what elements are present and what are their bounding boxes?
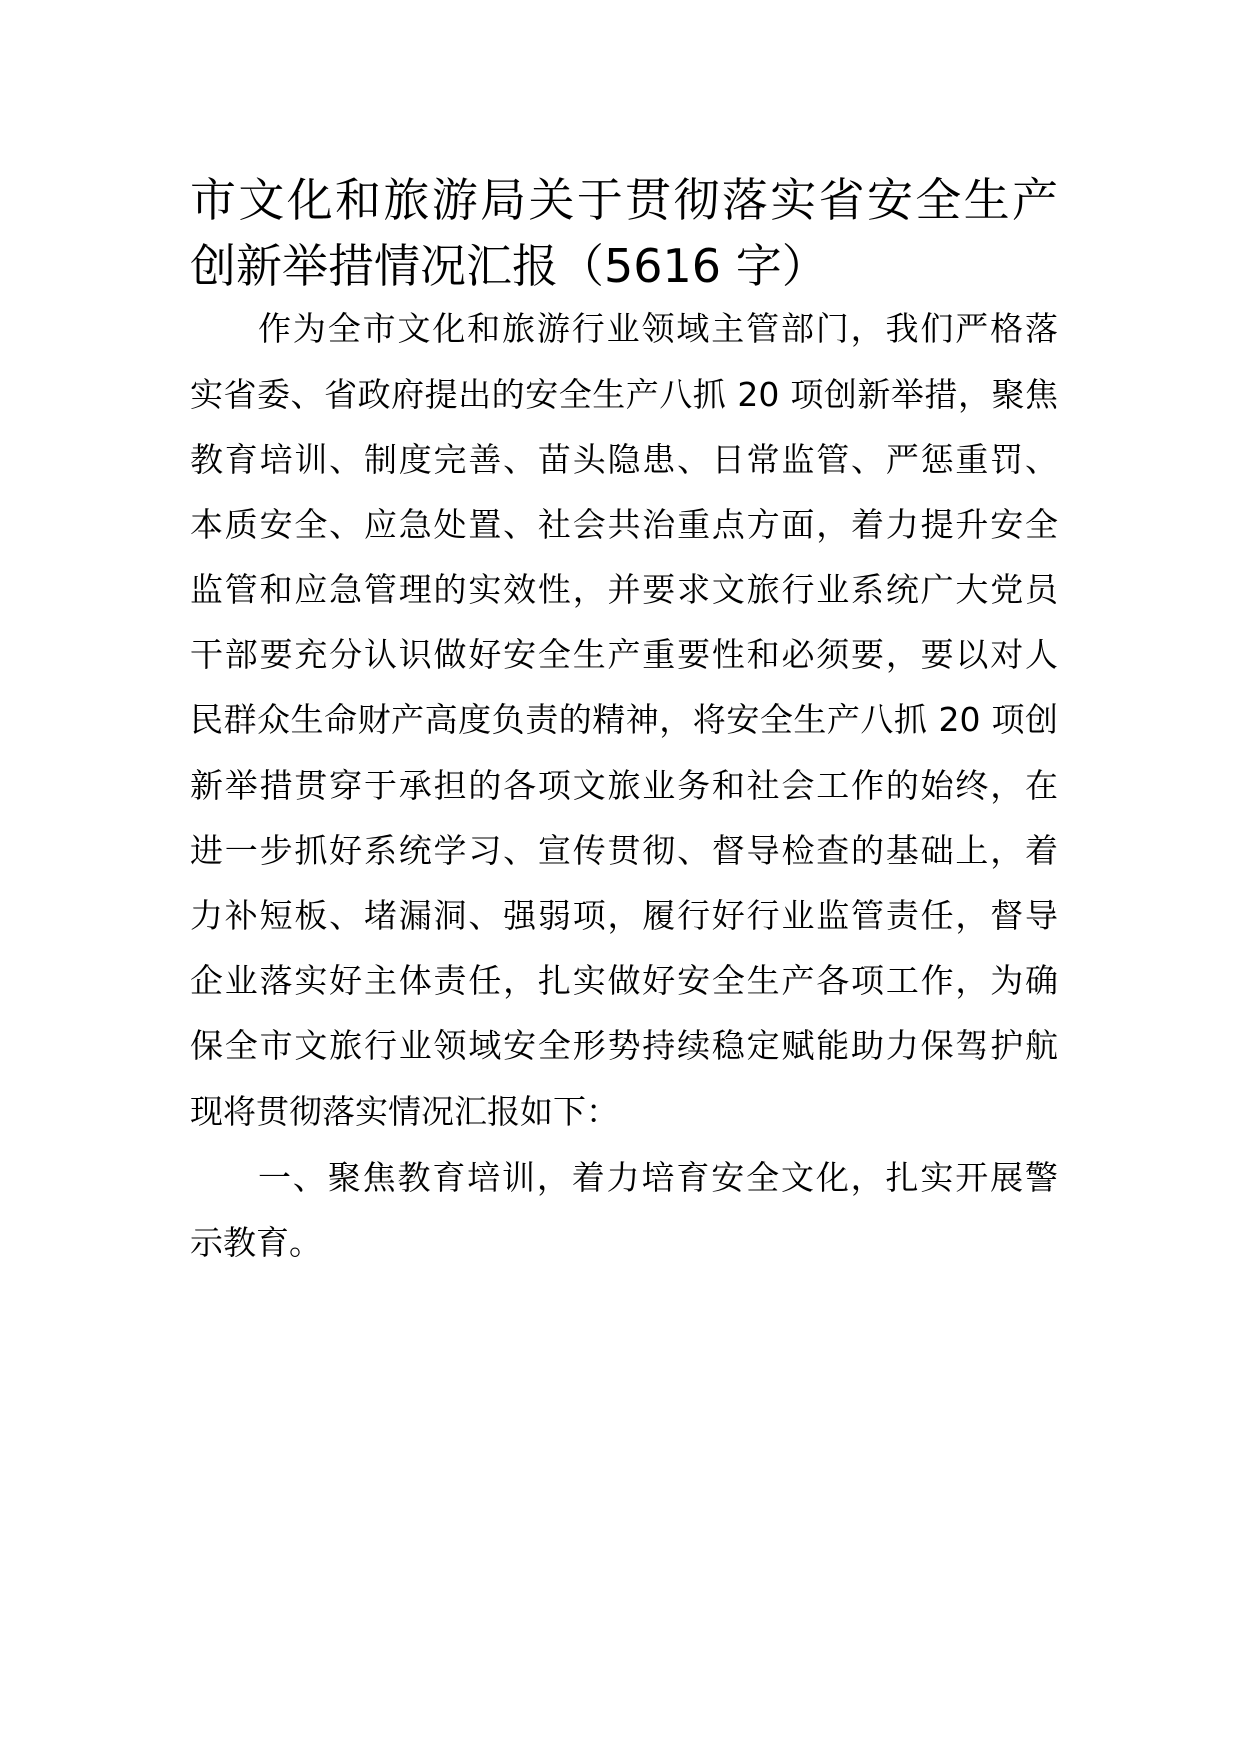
paragraph-line: 干部要充分认识做好安全生产重要性和必须要，要以对人 <box>190 635 1058 674</box>
paragraph-line: 进一步抓好系统学习、宣传贯彻、督导检查的基础上，着 <box>190 831 1058 870</box>
paragraph-line: 教育培训、制度完善、苗头隐患、日常监管、严惩重罚、 <box>190 440 1058 479</box>
section-heading-line-1: 一、聚焦教育培训，着力培育安全文化，扎实开展警 <box>258 1158 1058 1197</box>
paragraph-line: 力补短板、堵漏洞、强弱项，履行好行业监管责任，督导 <box>190 896 1058 935</box>
paragraph-line: 实省委、省政府提出的安全生产八抓 20 项创新举措，聚焦 <box>190 375 1058 414</box>
section-heading-line-2: 示教育。 <box>190 1223 322 1262</box>
paragraph-line: 民群众生命财产高度负责的精神，将安全生产八抓 20 项创 <box>190 700 1058 739</box>
document-title-line-1: 市文化和旅游局关于贯彻落实省安全生产 <box>190 173 1058 227</box>
document-title-line-2: 创新举措情况汇报（5616 字） <box>190 239 828 293</box>
paragraph-line: 监管和应急管理的实效性，并要求文旅行业系统广大党员 <box>190 570 1058 609</box>
paragraph-line: 现将贯彻落实情况汇报如下： <box>190 1092 619 1131</box>
paragraph-line: 保全市文旅行业领域安全形势持续稳定赋能助力保驾护航 <box>190 1026 1058 1065</box>
paragraph-line: 企业落实好主体责任，扎实做好安全生产各项工作，为确 <box>190 961 1058 1000</box>
paragraph-line: 作为全市文化和旅游行业领域主管部门，我们严格落 <box>258 309 1058 348</box>
paragraph-line: 本质安全、应急处置、社会共治重点方面，着力提升安全 <box>190 505 1058 544</box>
paragraph-line: 新举措贯穿于承担的各项文旅业务和社会工作的始终，在 <box>190 766 1058 805</box>
